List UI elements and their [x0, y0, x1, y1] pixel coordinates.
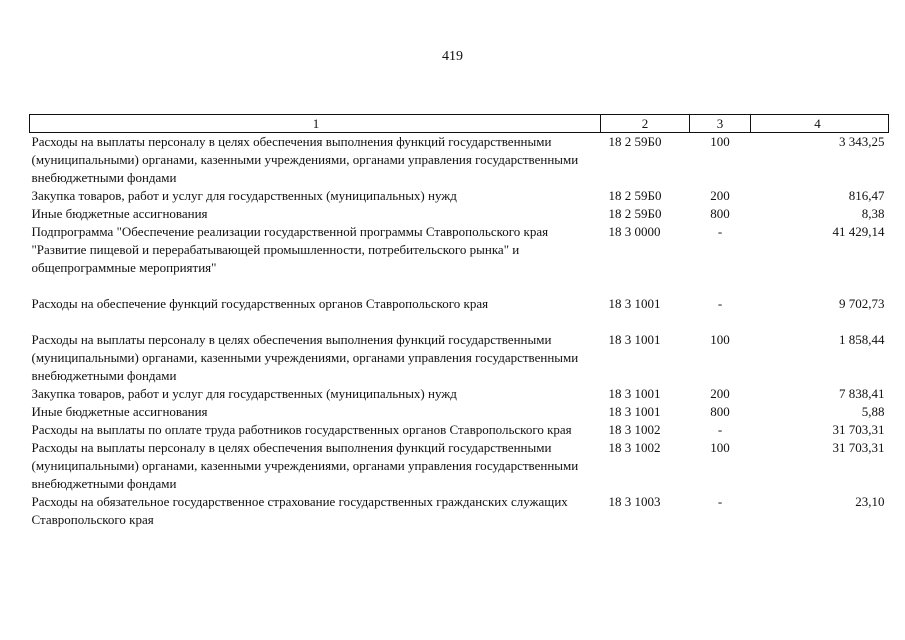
row-code: 18 3 1002 — [608, 440, 661, 455]
header-col-2: 2 — [601, 115, 690, 133]
row-type: - — [717, 422, 723, 437]
row-name: Иные бюджетные ассигнования — [31, 404, 208, 419]
table-row — [30, 403, 889, 421]
row-amount: 1 858,44 — [839, 332, 885, 347]
row-amount: 816,47 — [848, 188, 885, 203]
row-type: 800 — [710, 206, 730, 221]
row-type: - — [717, 494, 723, 509]
row-name: Закупка товаров, работ и услуг для государственных (муниципальных) нужд — [31, 188, 457, 203]
row-type: - — [717, 296, 723, 311]
row-amount: 9 702,73 — [839, 296, 885, 311]
row-name: Иные бюджетные ассигнования — [31, 206, 208, 221]
row-name: Расходы на обеспечение функций государственных органов Ставропольского края — [31, 296, 489, 311]
row-spacer — [30, 277, 889, 295]
row-amount: 31 703,31 — [832, 422, 885, 437]
row-name: Расходы на выплаты по оплате труда работников государственных органов Ставропольского края — [31, 422, 572, 437]
row-type: 800 — [710, 404, 730, 419]
table-row — [30, 205, 889, 223]
row-type: 200 — [710, 188, 730, 203]
row-code: 18 3 1001 — [608, 296, 661, 311]
row-spacer-cell — [30, 277, 889, 295]
table-row — [30, 385, 889, 403]
table-row — [30, 439, 889, 493]
row-code: 18 3 1003 — [608, 494, 661, 509]
row-amount: 31 703,31 — [832, 440, 885, 455]
row-amount: 3 343,25 — [839, 134, 885, 149]
page-number: 419 — [442, 49, 463, 64]
row-amount: 8,38 — [861, 206, 885, 221]
row-type: 100 — [710, 332, 730, 347]
table-row — [30, 295, 889, 313]
row-name: Расходы на выплаты персоналу в целях обеспечения выполнения функций государственными (муниципальными) органами, казенными учреждениями, органами управления государственными внебюджетными фондами — [31, 440, 579, 491]
row-amount: 23,10 — [855, 494, 885, 509]
row-amount: 41 429,14 — [832, 224, 885, 239]
table-row — [30, 187, 889, 205]
row-name: Расходы на обязательное государственное страхование государственных гражданских служащих Ставропольского края — [31, 494, 568, 527]
row-name: Расходы на выплаты персоналу в целях обеспечения выполнения функций государственными (муниципальными) органами, казенными учреждениями, органами управления государственными внебюджетными фондами — [31, 134, 579, 185]
row-type: - — [717, 224, 723, 239]
row-type: 200 — [710, 386, 730, 401]
row-code: 18 2 59Б0 — [608, 188, 662, 203]
header-col-3: 3 — [690, 115, 751, 133]
row-code: 18 2 59Б0 — [608, 134, 662, 149]
row-spacer — [30, 313, 889, 331]
row-name: Расходы на выплаты персоналу в целях обеспечения выполнения функций государственными (муниципальными) органами, казенными учреждениями, органами управления государственными внебюджетными фондами — [31, 332, 579, 383]
table-row — [30, 223, 889, 277]
table-row — [30, 133, 889, 188]
table-row — [30, 421, 889, 439]
row-code: 18 3 1001 — [608, 404, 661, 419]
row-name: Подпрограмма "Обеспечение реализации государственной программы Ставропольского края "Развитие пищевой и перерабатывающей промышленности, потребительского рынка" и общепрограммные мероприятия" — [31, 224, 549, 275]
row-code: 18 3 1001 — [608, 386, 661, 401]
header-row — [30, 115, 889, 133]
header-col-1: 1 — [30, 115, 601, 133]
row-type: 100 — [710, 134, 730, 149]
row-amount: 5,88 — [861, 404, 885, 419]
table-body — [30, 133, 889, 530]
row-code: 18 3 1001 — [608, 332, 661, 347]
row-amount: 7 838,41 — [839, 386, 885, 401]
row-type: 100 — [710, 440, 730, 455]
header-col-4: 4 — [751, 115, 889, 133]
table-row — [30, 331, 889, 385]
row-code: 18 2 59Б0 — [608, 206, 662, 221]
row-code: 18 3 0000 — [608, 224, 661, 239]
row-name: Закупка товаров, работ и услуг для государственных (муниципальных) нужд — [31, 386, 457, 401]
budget-table — [29, 114, 889, 529]
table-row — [30, 493, 889, 529]
row-code: 18 3 1002 — [608, 422, 661, 437]
row-spacer-cell — [30, 313, 889, 331]
